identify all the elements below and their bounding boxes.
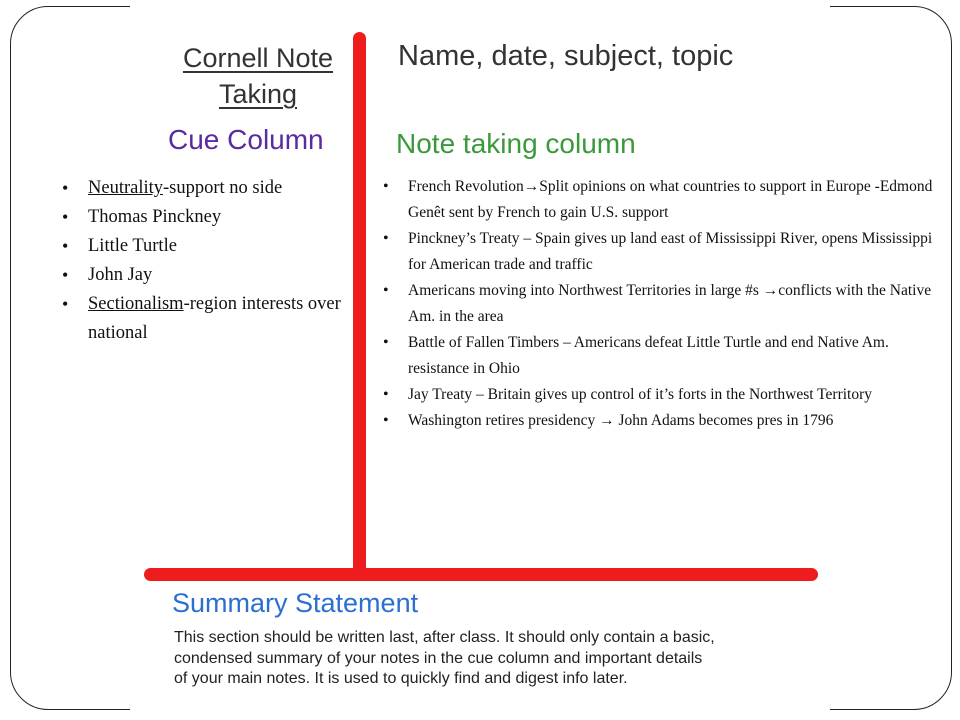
note-item: • French Revolution→Split opinions on what countries to support in Europe -Edmond Genêt sent by French to gain U.S. support (383, 174, 943, 226)
frame-gap-bottom (130, 704, 830, 720)
title-line-2: Taking (218, 79, 298, 109)
note-item: • Pinckney’s Treaty – Spain gives up land east of Mississippi River, opens Mississippi for American trade and traffic (383, 226, 943, 278)
note-item: • Jay Treaty – Britain gives up control of it’s forts in the Northwest Territory (383, 382, 943, 408)
cue-term: Thomas Pinckney (88, 207, 222, 227)
cue-term: Little Turtle (88, 236, 177, 256)
page-title (168, 40, 348, 112)
cue-term: John Jay (88, 265, 153, 285)
summary-body (174, 628, 834, 690)
note-item: • Americans moving into Northwest Territories in large #s →conflicts with the Native Am. in the area (383, 278, 943, 330)
cue-list (62, 174, 344, 348)
summary-heading: Summary Statement (172, 588, 419, 618)
cue-column-heading: Cue Column (168, 124, 324, 155)
cue-desc: -region interests over national (88, 294, 341, 343)
note-item: • Battle of Fallen Timbers – Americans defeat Little Turtle and end Native Am. resistance in Ohio (383, 330, 943, 382)
cue-term: Sectionalism (88, 294, 184, 314)
title-line-1: Cornell Note (182, 43, 334, 73)
summary-line: of your main notes. It is used to quickly find and digest info later. (174, 670, 628, 687)
vertical-divider-line (353, 32, 366, 578)
cue-item (62, 203, 344, 232)
cue-item (62, 232, 344, 261)
note-list (383, 174, 943, 434)
summary-line: condensed summary of your notes in the cue column and important details (174, 649, 703, 667)
summary-line: This section should be written last, after class. It should only contain a basic, (174, 629, 715, 646)
note-taking-column-heading: Note taking column (396, 128, 636, 159)
note-item: • Washington retires presidency → John Adams becomes pres in 1796 (383, 408, 943, 434)
frame-gap-top (130, 0, 830, 12)
cue-term: Neutrality (88, 178, 164, 198)
cue-item (62, 174, 344, 203)
cue-desc: -support no side (163, 178, 283, 198)
cue-item (62, 261, 344, 290)
header-label: Name, date, subject, topic (398, 40, 734, 72)
cue-item (62, 290, 344, 348)
horizontal-divider-line (144, 568, 818, 581)
